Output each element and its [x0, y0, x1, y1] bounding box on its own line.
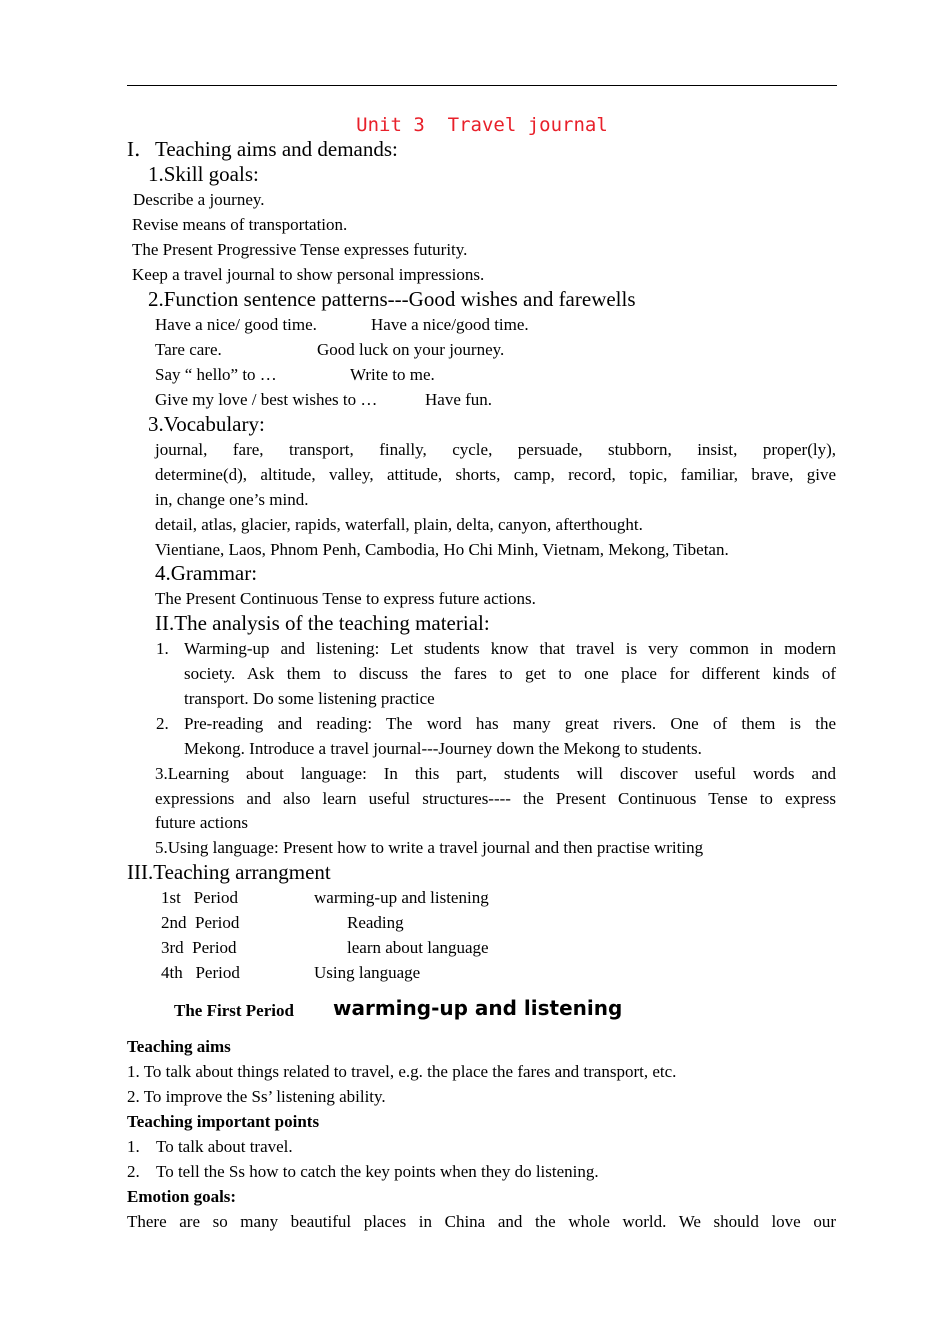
vocabulary-line: in, change one’s mind. — [155, 490, 309, 509]
period-content: warming-up and listening — [314, 888, 489, 907]
function-phrase: Give my love / best wishes to … — [155, 390, 378, 409]
function-phrase: Have a nice/ good time. — [155, 315, 317, 334]
skill-item: Revise means of transportation. — [132, 215, 348, 234]
list-number: 1. — [127, 1137, 140, 1156]
function-phrase: Have a nice/good time. — [371, 315, 529, 334]
unit-title: Unit 3 Travel journal — [356, 114, 608, 136]
first-period-title: warming-up and listening — [333, 996, 623, 1020]
list-number: 1. — [156, 639, 169, 658]
analysis-line: society. Ask them to discuss the fares to get to one place for different kinds of — [184, 664, 836, 683]
function-heading: 2.Function sentence patterns---Good wishes and farewells — [148, 287, 636, 311]
grammar-text: The Present Continuous Tense to express future actions. — [155, 589, 536, 608]
aim-item: 2. To improve the Ss’ listening ability. — [127, 1087, 386, 1106]
function-phrase: Tare care. — [155, 340, 222, 359]
function-phrase: Say “ hello” to … — [155, 365, 277, 384]
grammar-heading: 4.Grammar: — [155, 561, 258, 585]
skill-item: The Present Progressive Tense expresses futurity. — [132, 240, 468, 259]
aim-item: 1. To talk about things related to travel, e.g. the place the fares and transport, etc. — [127, 1062, 677, 1081]
header-rule — [127, 85, 837, 86]
analysis-line: Pre-reading and reading: The word has many great rivers. One of them is the — [184, 714, 836, 733]
analysis-line: Mekong. Introduce a travel journal---Journey down the Mekong to students. — [184, 739, 702, 758]
period-label: 4th Period — [161, 963, 240, 982]
vocabulary-line: determine(d), altitude, valley, attitude, shorts, camp, record, topic, familiar, brave, give — [155, 465, 836, 484]
skill-goals-heading: 1.Skill goals: — [148, 162, 259, 186]
first-period-label: The First Period — [174, 1001, 294, 1020]
period-content: Reading — [347, 913, 404, 932]
vocabulary-line: journal, fare, transport, finally, cycle, persuade, stubborn, insist, proper(ly), — [155, 440, 836, 459]
analysis-line: future actions — [155, 813, 248, 832]
analysis-line: Warming-up and listening: Let students know that travel is very common in modern — [184, 639, 836, 658]
function-phrase: Good luck on your journey. — [317, 340, 505, 359]
point-item: To talk about travel. — [156, 1137, 293, 1156]
analysis-line: transport. Do some listening practice — [184, 689, 435, 708]
period-content: learn about language — [347, 938, 489, 957]
section1-heading: I．Teaching aims and demands: — [127, 137, 398, 161]
emotion-goals-text: There are so many beautiful places in China and the whole world. We should love our — [127, 1212, 836, 1231]
function-phrase: Have fun. — [425, 390, 493, 409]
important-points-heading: Teaching important points — [127, 1112, 320, 1131]
vocabulary-heading: 3.Vocabulary: — [148, 412, 265, 436]
vocabulary-line: Vientiane, Laos, Phnom Penh, Cambodia, Ho Chi Minh, Vietnam, Mekong, Tibetan. — [155, 540, 729, 559]
point-item: To tell the Ss how to catch the key points when they do listening. — [156, 1162, 599, 1181]
section3-heading: III.Teaching arrangment — [127, 860, 331, 884]
skill-item: Keep a travel journal to show personal impressions. — [132, 265, 485, 284]
vocabulary-line: detail, atlas, glacier, rapids, waterfall, plain, delta, canyon, afterthought. — [155, 515, 643, 534]
skill-item: Describe a journey. — [133, 190, 265, 209]
list-number: 2. — [127, 1162, 140, 1181]
emotion-goals-heading: Emotion goals: — [127, 1187, 237, 1206]
function-phrase: Write to me. — [350, 365, 435, 384]
period-label: 3rd Period — [161, 938, 237, 957]
teaching-aims-heading: Teaching aims — [127, 1037, 231, 1056]
period-label: 1st Period — [161, 888, 238, 907]
period-content: Using language — [314, 963, 421, 982]
period-label: 2nd Period — [161, 913, 240, 932]
analysis-line: 3.Learning about language: In this part, students will discover useful words and — [155, 764, 836, 783]
analysis-line: 5.Using language: Present how to write a travel journal and then practise writing — [155, 838, 704, 857]
list-number: 2. — [156, 714, 169, 733]
analysis-line: expressions and also learn useful structures---- the Present Continuous Tense to express — [155, 789, 836, 808]
section2-heading: II.The analysis of the teaching material: — [155, 611, 490, 635]
